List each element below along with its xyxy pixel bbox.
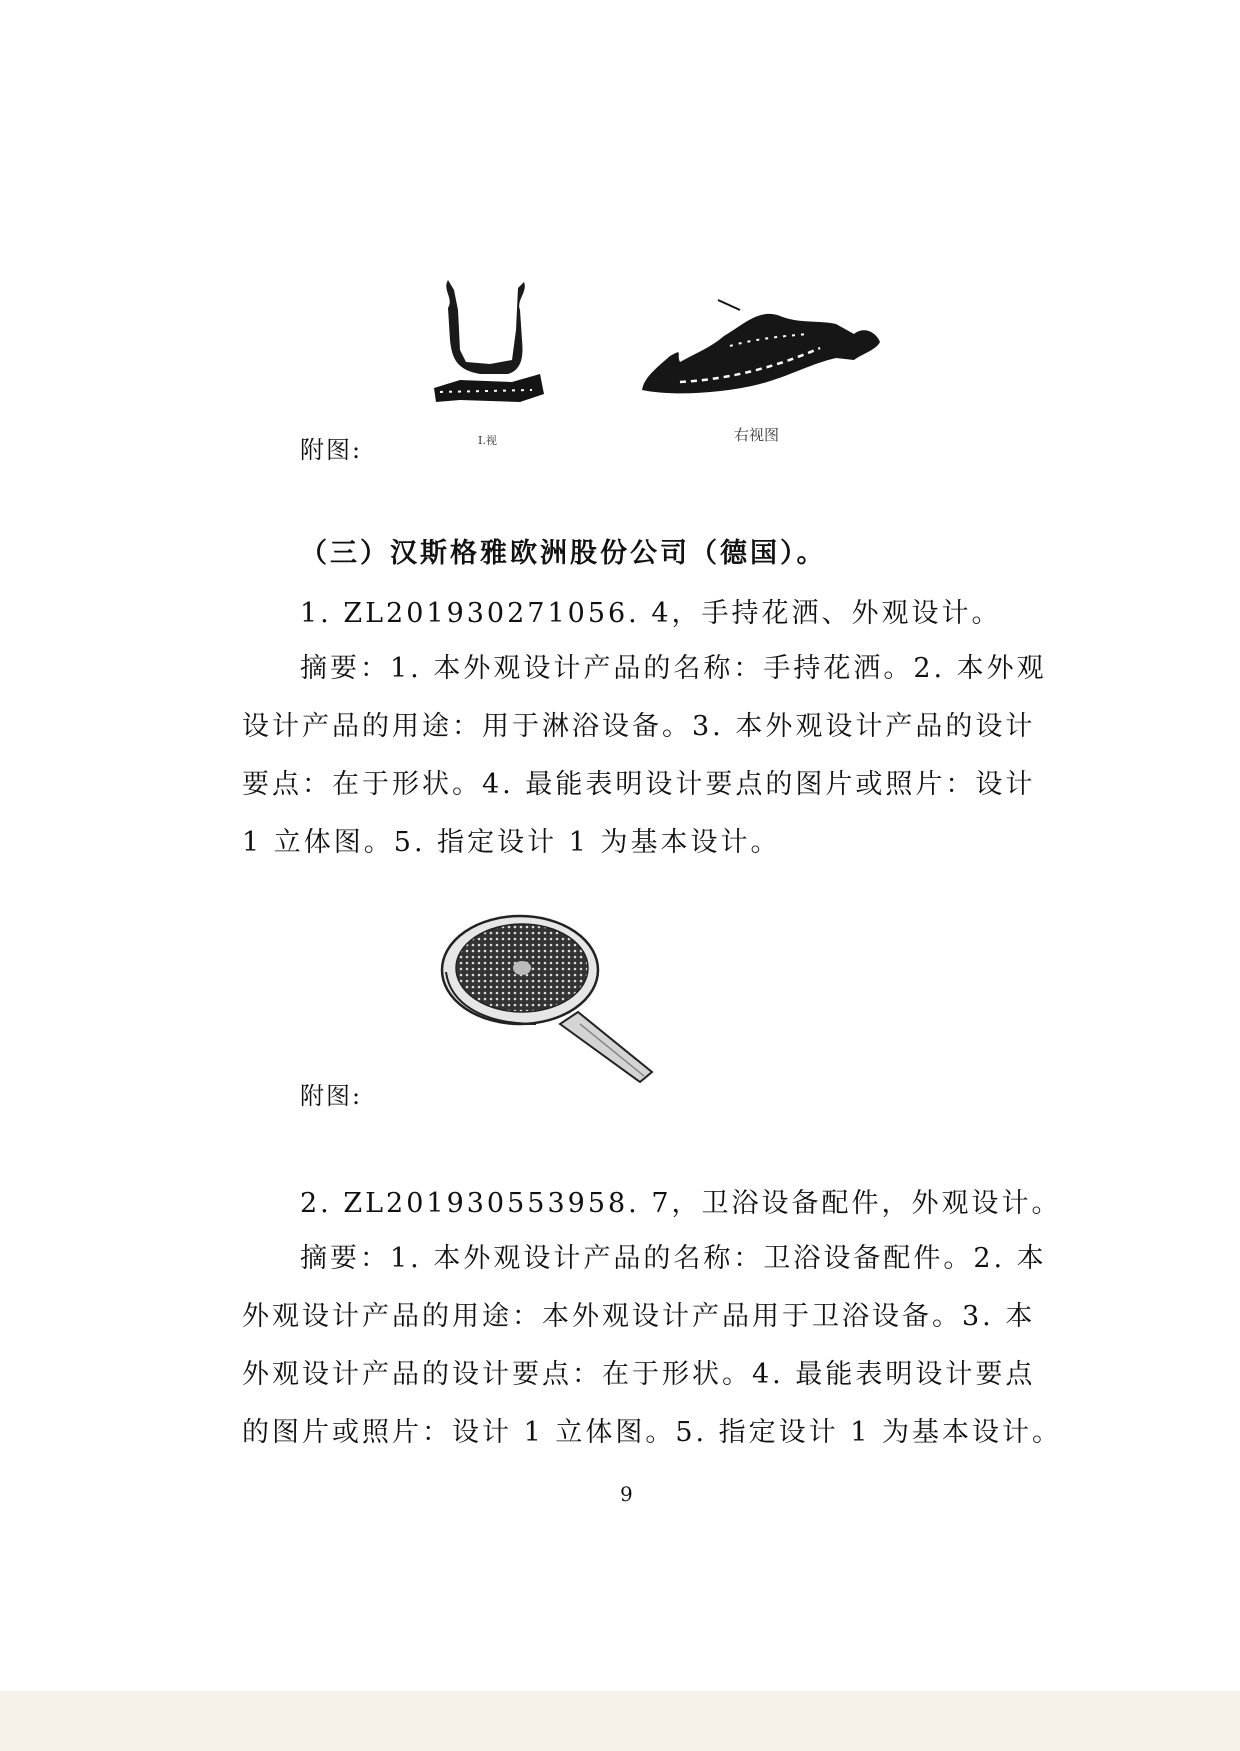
- abstract-line: 1 立体图。5. 指定设计 1 为基本设计。: [242, 827, 781, 858]
- item-abstract: [242, 640, 1047, 872]
- abstract-line: 外观设计产品的用途：本外观设计产品用于卫浴设备。3. 本: [242, 1301, 1036, 1332]
- figure-label: 附图:: [300, 436, 363, 464]
- section-heading: （三）汉斯格雅欧洲股份公司（德国）。: [300, 538, 827, 569]
- figure-label: 附图:: [300, 1082, 363, 1110]
- abstract-line: 要点：在于形状。4. 最能表明设计要点的图片或照片：设计: [242, 769, 1036, 800]
- figure-front-view: [420, 270, 560, 425]
- abstract-line: 摘要：1. 本外观设计产品的名称：卫浴设备配件。2. 本: [300, 1243, 1047, 1274]
- item-title: 1. ZL201930271056. 4，手持花洒、外观设计。: [300, 598, 1002, 629]
- abstract-line: 的图片或照片：设计 1 立体图。5. 指定设计 1 为基本设计。: [242, 1417, 1063, 1448]
- page-number: 9: [620, 1482, 633, 1506]
- figure-right-view: [640, 300, 890, 420]
- abstract-line: 外观设计产品的设计要点：在于形状。4. 最能表明设计要点: [242, 1359, 1036, 1390]
- figure-hand-shower: [440, 912, 680, 1097]
- abstract-line: 摘要：1. 本外观设计产品的名称：手持花洒。2. 本外观: [300, 653, 1047, 684]
- scan-bottom-tint: [0, 1691, 1240, 1751]
- item-title: 2. ZL201930553958. 7，卫浴设备配件，外观设计。: [300, 1188, 1062, 1219]
- figure-caption-left: I.视: [478, 434, 497, 447]
- abstract-line: 设计产品的用途：用于淋浴设备。3. 本外观设计产品的设计: [242, 711, 1036, 742]
- item-abstract: [242, 1230, 1063, 1462]
- figure-caption-right: 右视图: [734, 426, 780, 444]
